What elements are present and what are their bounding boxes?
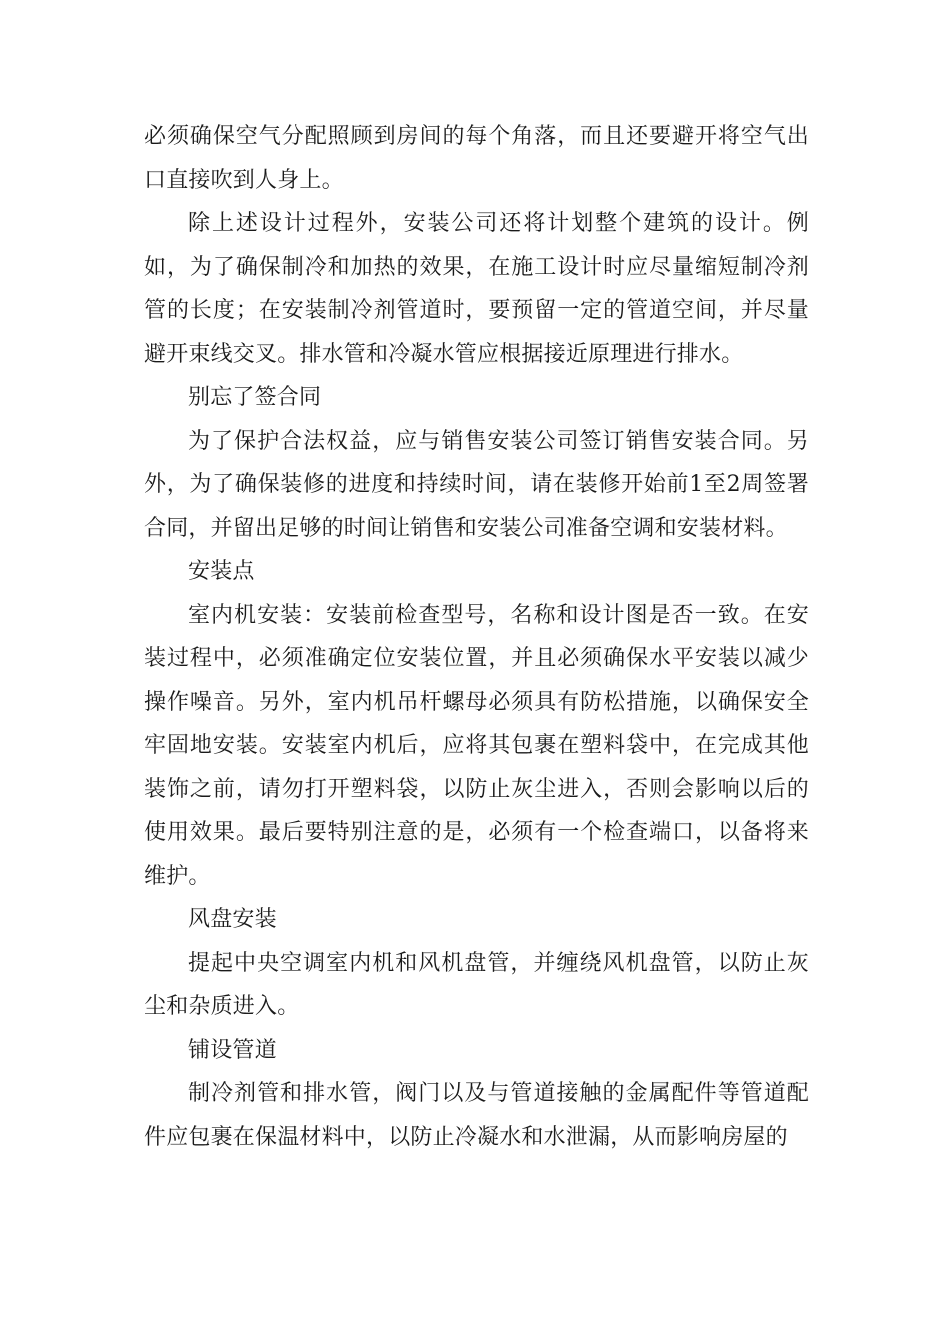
paragraph-fan-coil: 提起中央空调室内机和风机盘管，并缠绕风机盘管，以防止灰尘和杂质进入。 xyxy=(144,950,809,1019)
paragraph-contract: 为了保护合法权益，应与销售安装公司签订销售安装合同。另外，为了确保装修的进度和持续时间，请在装修开始前1至2周签署合同，并留出足够的时间让销售和安装公司准备空调和安装材料。 xyxy=(144,428,809,541)
paragraph-piping: 制冷剂管和排水管，阀门以及与管道接触的金属配件等管道配件应包裹在保温材料中，以防止冷凝水和水泄漏，从而影响房屋的 xyxy=(144,1081,809,1150)
paragraph-indoor-unit: 室内机安装：安装前检查型号，名称和设计图是否一致。在安装过程中，必须准确定位安装位置，并且必须确保水平安装以减少操作噪音。另外，室内机吊杆螺母必须具有防松措施，以确保安全牢固地安装。安装室内机后，应将其包裹在塑料袋中，在完成其他装饰之前，请勿打开塑料袋，以防止灰尘进入，否则会影响以后的使用效果。最后要特别注意的是，必须有一个检查端口，以备将来维护。 xyxy=(144,602,809,889)
section-heading-contract: 别忘了签合同 xyxy=(188,385,322,410)
section-heading-installation-points: 安装点 xyxy=(188,559,255,584)
document-body xyxy=(144,115,809,1159)
section-heading-piping: 铺设管道 xyxy=(188,1037,277,1063)
paragraph-continuation: 必须确保空气分配照顾到房间的每个角落，而且还要避开将空气出口直接吹到人身上。 xyxy=(144,124,809,193)
section-heading-fan-coil: 风盘安装 xyxy=(188,907,277,932)
paragraph-design-process: 除上述设计过程外，安装公司还将计划整个建筑的设计。例如，为了确保制冷和加热的效果，在施工设计时应尽量缩短制冷剂管的长度；在安装制冷剂管道时，要预留一定的管道空间，并尽量避开束线交叉。排水管和冷凝水管应根据接近原理进行排水。 xyxy=(144,211,809,367)
